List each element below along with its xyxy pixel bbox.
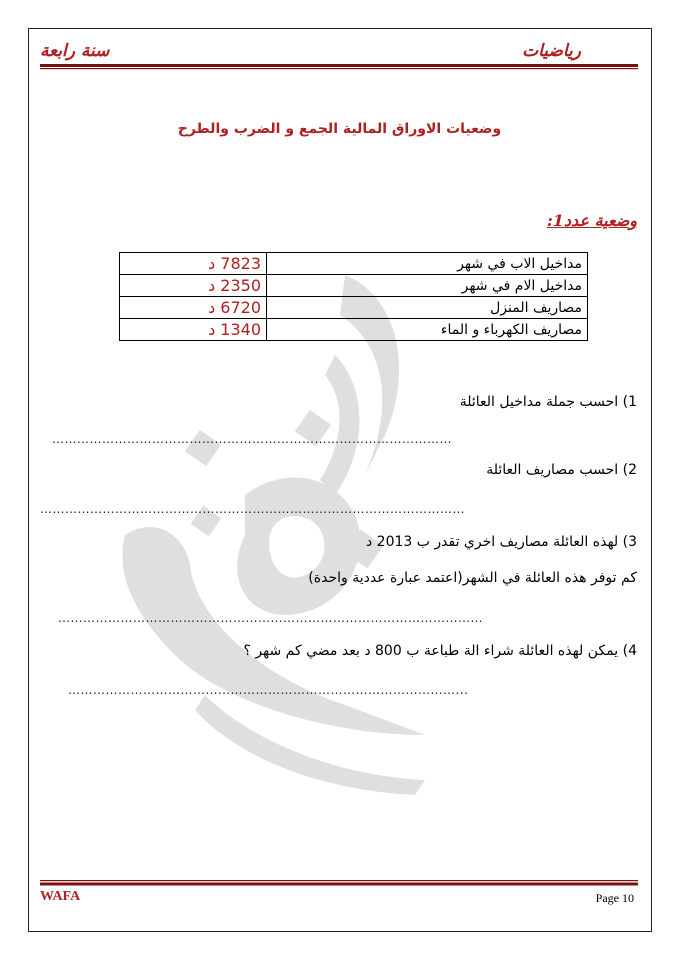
header-level: سنة رابعة	[40, 41, 110, 61]
answer-line-4[interactable]: …………………………………………………………………………………...	[68, 683, 469, 697]
table-row	[120, 275, 588, 297]
row-value: 1340 د	[120, 319, 267, 341]
answer-line-1[interactable]: ……………………………………………………………………………………	[52, 432, 452, 446]
page-number: Page 10	[595, 891, 634, 905]
row-value: 2350 د	[120, 275, 267, 297]
question-4: 4) يمكن لهذه العائلة شراء الة طباعة ب 800 د بعد مضي كم شهر ؟	[243, 643, 637, 659]
answer-line-2[interactable]: …………………………………………………………………………………………	[40, 502, 465, 516]
table-row	[120, 319, 588, 341]
question-3-line-1: 3) لهذه العائلة مصاريف اخري تقدر ب 2013 د	[365, 534, 637, 550]
row-label: مداخيل الاب في شهر	[267, 253, 588, 275]
answer-line-3[interactable]: …………………………………………………………………………………………	[58, 611, 483, 625]
row-label: مصاريف المنزل	[267, 297, 588, 319]
footer-rule	[40, 880, 638, 886]
row-value: 6720 د	[120, 297, 267, 319]
worksheet-title: وضعيات الاوراق المالية الجمع و الضرب والطرح	[177, 121, 502, 137]
income-expense-table	[119, 252, 588, 341]
table-row	[120, 297, 588, 319]
situation-label: وضعية عدد1:	[546, 211, 637, 230]
question-1: 1) احسب جملة مداخيل العائلة	[459, 394, 637, 410]
footer-brand: WAFA	[40, 889, 81, 904]
question-3-line-2: كم توفر هذه العائلة في الشهر(اعتمد عبارة عددية واحدة)	[308, 570, 637, 586]
header-rule	[40, 64, 638, 70]
table-row	[120, 253, 588, 275]
question-2: 2) احسب مصاريف العائلة	[486, 462, 637, 478]
row-value: 7823 د	[120, 253, 267, 275]
row-label: مداخيل الام في شهر	[267, 275, 588, 297]
header-subject: رياضيات	[522, 41, 581, 61]
row-label: مصاريف الكهرباء و الماء	[267, 319, 588, 341]
